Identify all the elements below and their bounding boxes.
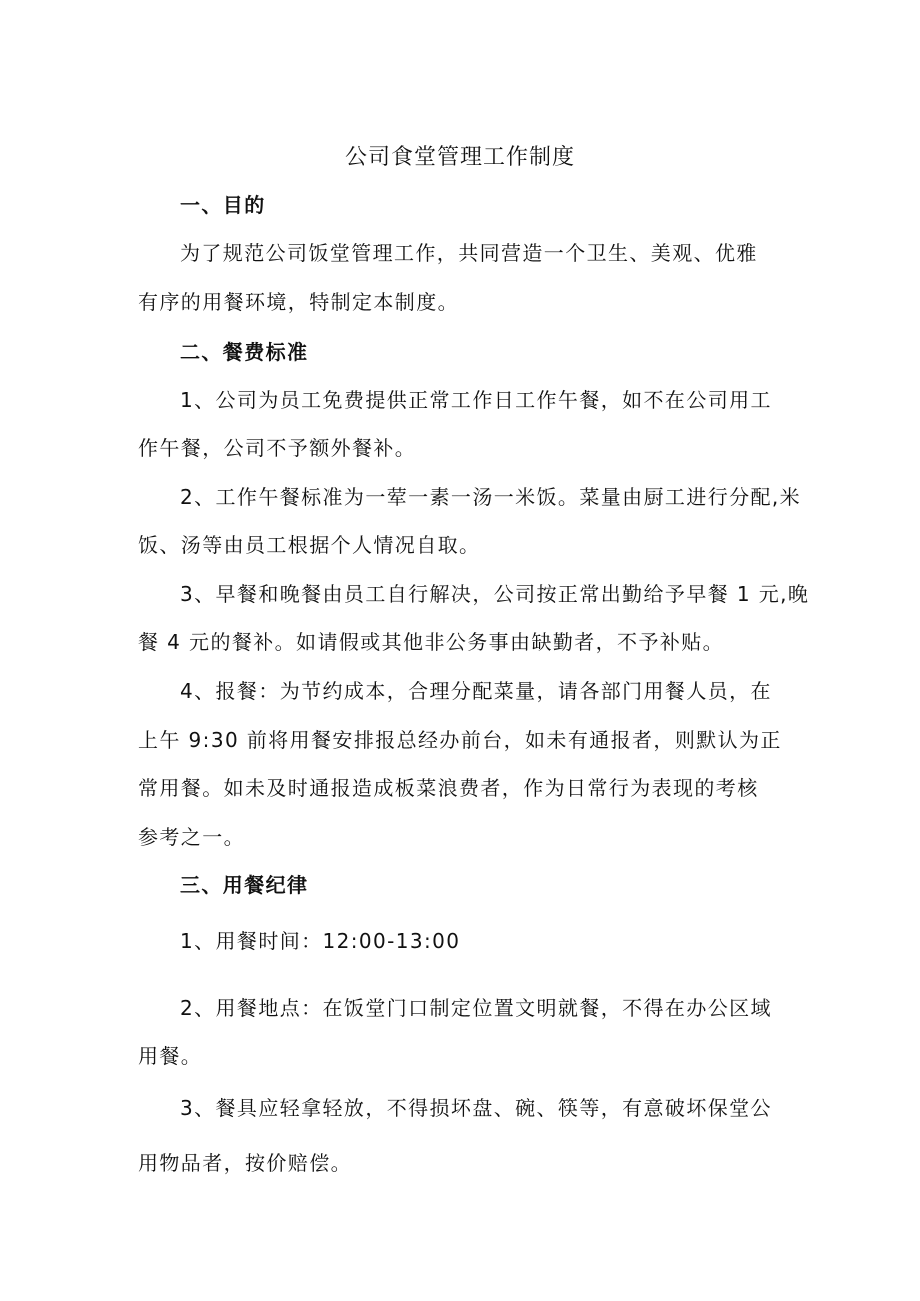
- paragraph-line: 常用餐。如未及时通报造成板菜浪费者，作为日常行为表现的考核: [138, 776, 759, 800]
- paragraph-line: 2、工作午餐标准为一荤一素一汤一米饭。菜量由厨工进行分配,米: [180, 485, 802, 509]
- paragraph-line: 3、餐具应轻拿轻放，不得损坏盘、碗、筷等，有意破坏保堂公: [180, 1096, 772, 1120]
- paragraph-line: 餐 4 元的餐补。如请假或其他非公务事由缺勤者，不予补贴。: [138, 630, 725, 654]
- paragraph-line: 用物品者，按价赔偿。: [138, 1151, 352, 1175]
- paragraph-line: 有序的用餐环境，特制定本制度。: [138, 290, 459, 314]
- section-heading-purpose: 一、目的: [180, 193, 266, 217]
- document-title: 公司食堂管理工作制度: [344, 145, 575, 170]
- paragraph-line: 2、用餐地点：在饭堂门口制定位置文明就餐，不得在办公区域: [180, 996, 772, 1020]
- paragraph-line: 作午餐，公司不予额外餐补。: [138, 436, 417, 460]
- paragraph-line: 1、公司为员工免费提供正常工作日工作午餐，如不在公司用工: [180, 388, 772, 412]
- paragraph-line: 3、早餐和晚餐由员工自行解决，公司按正常出勤给予早餐 1 元,晚: [180, 582, 810, 606]
- paragraph-line: 饭、汤等由员工根据个人情况自取。: [138, 533, 481, 557]
- paragraph-line: 用餐。: [138, 1044, 203, 1068]
- paragraph-line: 4、报餐：为节约成本，合理分配菜量，请各部门用餐人员，在: [180, 679, 772, 703]
- paragraph-line: 为了规范公司饭堂管理工作，共同营造一个卫生、美观、优雅: [180, 241, 758, 265]
- section-heading-dining-rules: 三、用餐纪律: [180, 873, 309, 897]
- paragraph-line: 上午 9:30 前将用餐安排报总经办前台，如未有通报者，则默认为正: [138, 728, 782, 752]
- section-heading-meal-fee: 二、餐费标准: [180, 340, 309, 364]
- paragraph-line: 1、用餐时间：12:00-13:00: [180, 929, 461, 953]
- paragraph-line: 参考之一。: [138, 825, 245, 849]
